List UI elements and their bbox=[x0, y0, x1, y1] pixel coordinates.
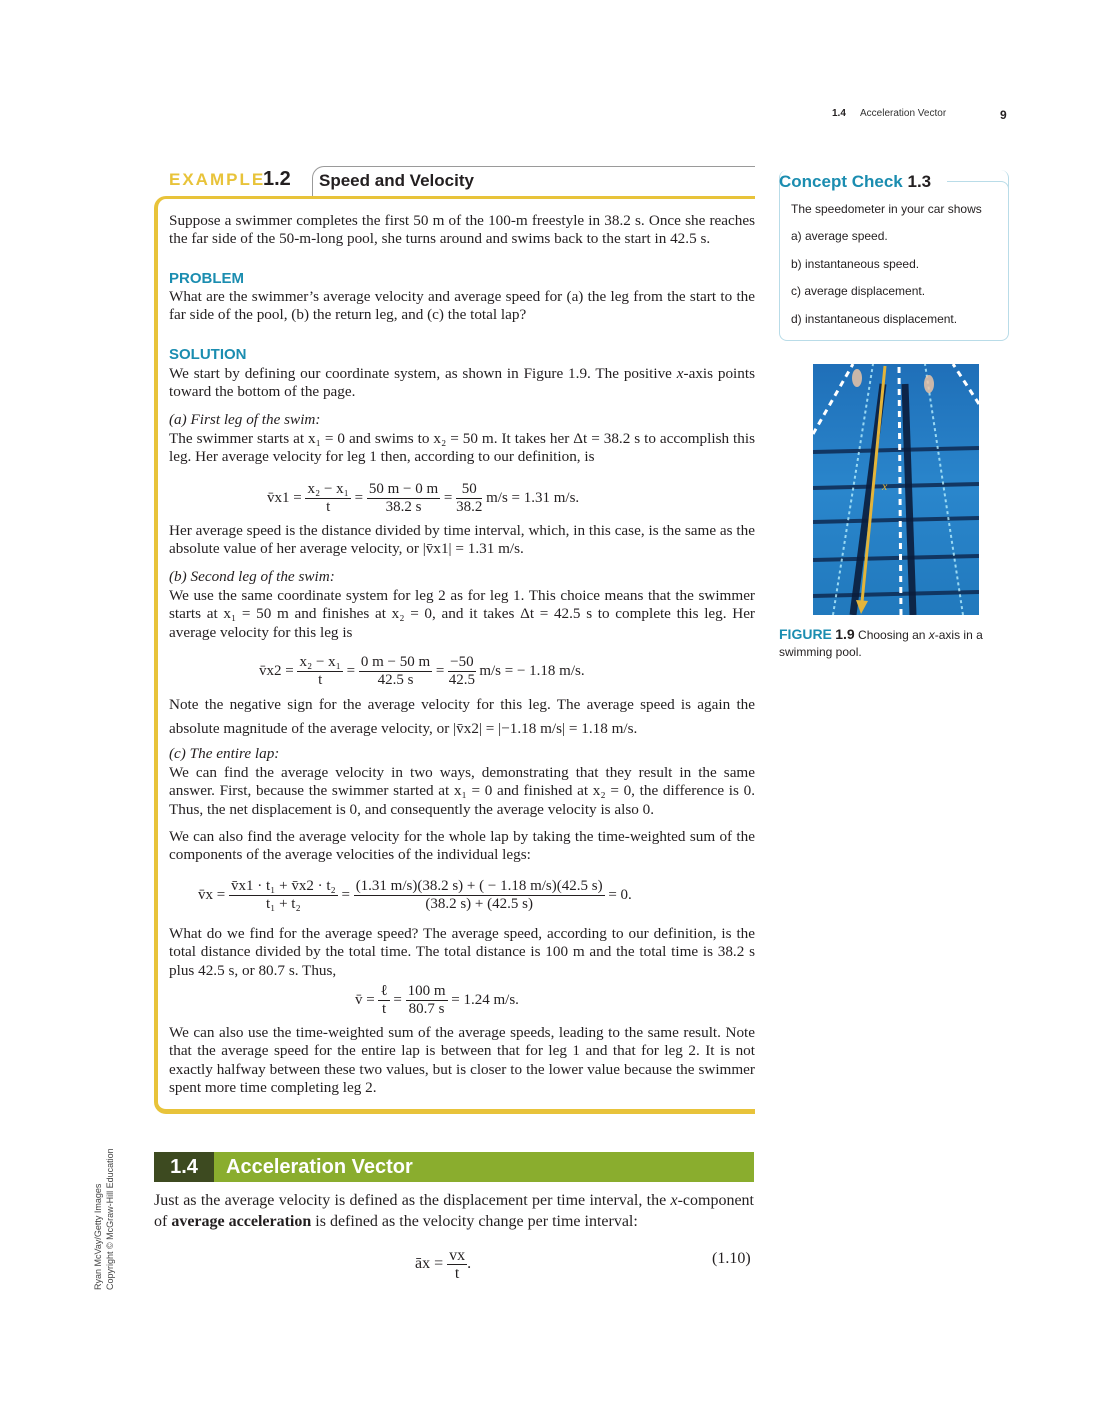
concept-check-option-c: c) average displacement. bbox=[791, 284, 926, 298]
eq1-lhs: v̄x1 = bbox=[267, 489, 302, 506]
eq3-fraction-1 bbox=[229, 878, 338, 913]
figure-caption-x: x bbox=[928, 628, 935, 642]
eq2-f1-num: x₂ − x₁ bbox=[299, 654, 341, 670]
eq4-fraction-2 bbox=[406, 983, 448, 1018]
eq4-fraction-1 bbox=[378, 983, 389, 1018]
running-header bbox=[0, 108, 1118, 124]
example-title: Speed and Velocity bbox=[319, 171, 474, 190]
eq1-f3-den: 38.2 bbox=[456, 499, 483, 515]
pool-illustration bbox=[813, 364, 979, 615]
part-a-speed: Her average speed is the distance divided by time interval, which, in this case, is the same as the absolute value of her average velocity, or |v̄x1| = 1.31 m/s. bbox=[169, 522, 755, 558]
photo-credit-line-2: Copyright © McGraw-Hill Education bbox=[105, 1148, 115, 1290]
eq2-f2-num: 0 m − 50 m bbox=[360, 654, 431, 670]
eq4-result: = 1.24 m/s. bbox=[451, 991, 519, 1008]
eq2-fraction-1 bbox=[297, 654, 342, 689]
example-number: 1.2 bbox=[263, 168, 291, 190]
eq1-fraction-1 bbox=[305, 481, 350, 516]
solution-intro-x: x bbox=[676, 365, 684, 382]
equation-leg1-velocity: v̄x1 = $\frac{\text{x₂ − x₁}}{t}$ = $\frac{50 m - 0 m}{38.2 s}$ = $\frac{50}{38.2}$ m/s = 1.31 m/s. bbox=[267, 481, 580, 515]
concept-check-option-d: d) instantaneous displacement. bbox=[791, 312, 958, 326]
eq3-f1-num: v̄x1 · t₁ + v̄x2 · t₂ bbox=[230, 878, 336, 894]
figure-caption-a: Choosing an bbox=[858, 628, 929, 642]
part-c-text-3: What do we find for the average speed? The average speed, according to our definition, is the total distance divided by the total time. The total distance is 100 m and the total time is 38.2 s plus 42.5 s, or 80.7 s. Thus, bbox=[169, 925, 755, 979]
eq2-f3-den: 42.5 bbox=[448, 672, 475, 688]
equation-number: (1.10) bbox=[712, 1250, 751, 1267]
eq1-f2-den: 38.2 s bbox=[385, 499, 422, 515]
eq5-tail: . bbox=[467, 1255, 472, 1273]
eq2-f2-den: 42.5 s bbox=[377, 672, 414, 688]
eq1-result: m/s = 1.31 m/s. bbox=[486, 489, 580, 506]
concept-check-rule bbox=[947, 181, 1009, 191]
eq4-f2-num: 100 m bbox=[407, 983, 446, 999]
section-title: Acceleration Vector bbox=[226, 1156, 413, 1178]
eq1-fraction-3 bbox=[456, 481, 482, 516]
solution-heading: SOLUTION bbox=[169, 346, 247, 363]
solution-intro-b: -axis points toward the bottom of the page. bbox=[169, 365, 755, 401]
concept-check-label: Concept Check bbox=[779, 172, 903, 191]
concept-check-option-a: a) average speed. bbox=[791, 229, 888, 243]
concept-check-number: 1.3 bbox=[907, 172, 932, 191]
solution-intro bbox=[169, 365, 755, 402]
eq4-f2-den: 80.7 s bbox=[408, 1001, 445, 1017]
part-c-heading: (c) The entire lap: bbox=[169, 745, 280, 762]
eq3-fraction-2 bbox=[354, 878, 605, 913]
body-text-x: x bbox=[670, 1192, 678, 1209]
running-header-section: 1.4 bbox=[832, 108, 846, 119]
figure-number: 1.9 bbox=[835, 626, 855, 642]
eq4-lhs: v̄ = bbox=[355, 991, 375, 1008]
eq4-f1-num: ℓ bbox=[380, 983, 388, 999]
solution-intro-a: We start by defining our coordinate system, as shown in Figure 1.9. The positive bbox=[169, 365, 677, 382]
part-a-text: The swimmer starts at x₁ = 0 and swims to x₂ = 50 m. It takes her Δt = 38.2 s to accomplish this leg. Her average velocity for leg 1 then, according to our definition, is bbox=[169, 430, 755, 466]
figure-caption-b: -axis in a swimming pool. bbox=[779, 628, 983, 659]
section-body-text bbox=[154, 1191, 754, 1232]
problem-heading: PROBLEM bbox=[169, 270, 244, 287]
part-b-heading: (b) Second leg of the swim: bbox=[169, 568, 335, 585]
part-c-text-1: We can find the average velocity in two ways, demonstrating that they result in the same answer. First, because the swimmer started at x₁ = 0 and finished at x₂ = 0, the difference is 0. Thus, the net displacement is 0, and consequently the average velocity is also 0. bbox=[169, 764, 755, 818]
eq3-lhs: v̄x = bbox=[198, 886, 226, 903]
problem-text: What are the swimmer’s average velocity and average speed for (a) the leg from the start to the far side of the pool, (b) the return leg, and (c) the total lap? bbox=[169, 288, 755, 324]
figure-label: FIGURE bbox=[779, 626, 832, 642]
eq5-lhs: āx = bbox=[415, 1255, 444, 1273]
concept-check-title bbox=[779, 172, 931, 192]
section-number-box bbox=[154, 1152, 214, 1182]
figure-caption bbox=[779, 626, 1009, 661]
eq3-result: = 0. bbox=[608, 886, 632, 903]
concept-check-option-b: b) instantaneous speed. bbox=[791, 257, 920, 271]
part-c-text-2: We can also find the average velocity for the whole lap by taking the time-weighted sum of the components of the average velocities of the individual legs: bbox=[169, 828, 755, 864]
eq5-fraction bbox=[447, 1247, 467, 1282]
eq2-fraction-3 bbox=[448, 654, 475, 689]
equation-leg2-velocity: v̄x2 = $\frac{\text{x₂ − x₁}}{t}$ = $\frac{0 m - 50 m}{42.5 s}$ = $\frac{-50}{42.5}$ m/s = − 1.18 m/s. bbox=[259, 654, 585, 688]
body-text-a: Just as the average velocity is defined as the displacement per time interval, the bbox=[154, 1192, 671, 1209]
eq2-f1-den: t bbox=[318, 672, 323, 688]
eq3-f1-den: t₁ + t₂ bbox=[265, 896, 301, 912]
eq5-den: t bbox=[454, 1265, 460, 1282]
equation-average-acceleration bbox=[415, 1247, 471, 1282]
eq3-f2-den: (38.2 s) + (42.5 s) bbox=[425, 896, 533, 912]
body-text-bold: average acceleration bbox=[171, 1212, 312, 1230]
part-c-text-4: We can also use the time-weighted sum of the average speeds, leading to the same result. Note that the average speed for the entire lap is between that for leg 1 and that for leg 2. It is not exactly halfway between these two values, but is closer to the lower value because the swimmer spent more time completing leg 2. bbox=[169, 1024, 755, 1097]
body-text-c: is defined as the velocity change per time interval: bbox=[311, 1212, 638, 1230]
pool-x-axis-label: x bbox=[882, 479, 888, 493]
eq2-f3-num: −50 bbox=[450, 654, 474, 670]
page-number: 9 bbox=[1000, 108, 1007, 122]
eq2-result: m/s = − 1.18 m/s. bbox=[479, 662, 585, 679]
section-heading-bar bbox=[154, 1152, 754, 1182]
eq3-f2-num: (1.31 m/s)(38.2 s) + ( − 1.18 m/s)(42.5 s) bbox=[355, 878, 603, 894]
swimming-pool-photo bbox=[813, 364, 979, 615]
eq1-f1-num: x₂ − x₁ bbox=[307, 481, 349, 497]
running-header-title: Acceleration Vector bbox=[860, 108, 947, 119]
eq1-f3-num: 50 bbox=[456, 481, 482, 499]
eq1-f2-num: 50 m − 0 m bbox=[368, 481, 439, 497]
part-b-note: Note the negative sign for the average velocity for this leg. The average speed is again the absolute magnitude of the average velocity, or |v̄x2| = |−1.18 m/s| = 1.18 m/s. bbox=[169, 696, 755, 737]
eq2-lhs: v̄x2 = bbox=[259, 662, 294, 679]
eq1-f1-den: t bbox=[326, 499, 331, 515]
eq2-fraction-2 bbox=[359, 654, 432, 689]
equation-lap-velocity: v̄x = $\frac{\text{v̄x1 · t₁ + v̄x2 · t₂}}{\text{t₁ + t₂}}$ = $\frac{(1.31 m/s)(38.2 s) + ( - 1.18 m/s)(42.5 s)}{(38.2 s) + (42.5 s)}$ = 0. bbox=[198, 878, 632, 912]
eq1-fraction-2 bbox=[367, 481, 440, 516]
photo-credit-line-1: Ryan McVay/Getty Images bbox=[93, 1183, 103, 1290]
equation-average-speed: v̄ = $\frac{\text{ℓ}}{t}$ = $\frac{100 m}{80.7 s}$ = 1.24 m/s. bbox=[355, 983, 519, 1017]
example-label: EXAMPLE bbox=[169, 170, 266, 189]
eq5-num: vx bbox=[449, 1247, 466, 1264]
photo-credit bbox=[92, 1148, 116, 1290]
body-text-b: -component of bbox=[154, 1192, 754, 1230]
section-number: 1.4 bbox=[170, 1156, 198, 1178]
part-b-text: We use the same coordinate system for leg 2 as for leg 1. This choice means that the swimmer starts at x₁ = 50 m and finishes at x₂ = 0, and it takes Δt = 42.5 s to complete this leg. Her average velocity for this leg is bbox=[169, 587, 755, 641]
part-a-heading: (a) First leg of the swim: bbox=[169, 411, 321, 428]
example-intro: Suppose a swimmer completes the first 50 m of the 100-m freestyle in 38.2 s. Once she reaches the far side of the 50-m-long pool, she turns around and swims back to the start in 42.5 s. bbox=[169, 212, 755, 248]
concept-check-question: The speedometer in your car shows bbox=[791, 202, 982, 216]
eq4-f1-den: t bbox=[381, 1001, 387, 1017]
